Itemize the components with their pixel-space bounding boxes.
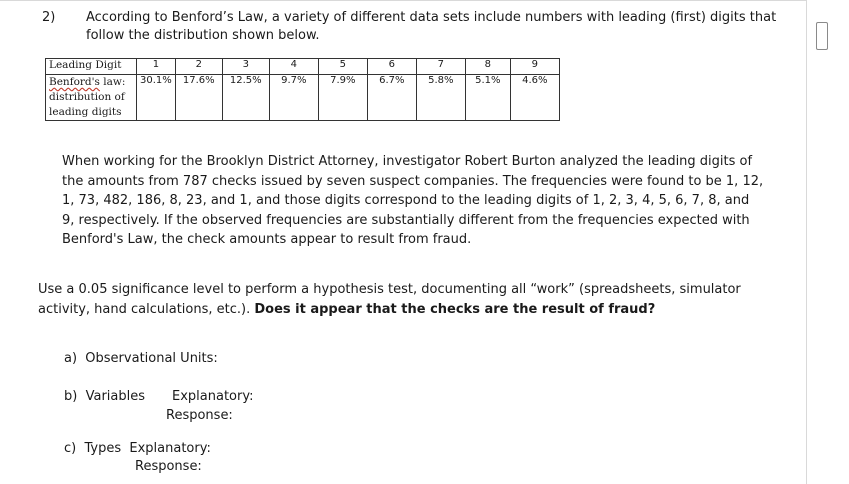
question-number: 2) bbox=[42, 10, 56, 25]
instructions-text: Use a 0.05 significance level to perform a hypothesis test, documenting all “work” (spreadsheets, simulator activity, hand calculations, etc.). bbox=[38, 282, 741, 317]
table-header-label: Leading Digit bbox=[46, 59, 137, 75]
part-b-response: Response: bbox=[166, 408, 233, 423]
part-b-label: b) Variables bbox=[64, 389, 145, 404]
instructions-paragraph bbox=[38, 280, 758, 319]
table-row-label bbox=[46, 75, 137, 121]
digit-cell: 4 bbox=[269, 59, 318, 75]
question-intro: According to Benford’s Law, a variety of different data sets include numbers with leading (first) digits that follow the distribution shown below. bbox=[86, 10, 777, 43]
digit-cell: 5 bbox=[318, 59, 367, 75]
digit-cell: 9 bbox=[510, 59, 559, 75]
digit-cell: 2 bbox=[175, 59, 222, 75]
page-right-border bbox=[806, 0, 807, 484]
part-c-label: c) Types Explanatory: bbox=[64, 441, 211, 456]
table-header-row bbox=[46, 59, 560, 75]
percent-cell: 17.6% bbox=[175, 75, 222, 121]
spellcheck-underlined-word: Benford's bbox=[49, 76, 100, 88]
percent-cell: 30.1% bbox=[137, 75, 176, 121]
percent-cell: 6.7% bbox=[367, 75, 416, 121]
scrollbar-thumb[interactable] bbox=[816, 22, 828, 50]
percent-cell: 12.5% bbox=[222, 75, 269, 121]
digit-cell: 7 bbox=[416, 59, 465, 75]
page-top-border bbox=[0, 0, 806, 1]
table-data-row bbox=[46, 75, 560, 121]
digit-cell: 6 bbox=[367, 59, 416, 75]
part-c-response: Response: bbox=[135, 459, 202, 474]
percent-cell: 7.9% bbox=[318, 75, 367, 121]
part-b-explanatory: Explanatory: bbox=[172, 389, 254, 404]
benford-table bbox=[45, 58, 560, 121]
percent-cell: 5.1% bbox=[465, 75, 510, 121]
row-label-text: law: distribution of leading digits bbox=[49, 76, 126, 118]
percent-cell: 5.8% bbox=[416, 75, 465, 121]
digit-cell: 1 bbox=[137, 59, 176, 75]
part-a-observational-units: a) Observational Units: bbox=[64, 351, 218, 366]
digit-cell: 3 bbox=[222, 59, 269, 75]
scenario-paragraph: When working for the Brooklyn District Attorney, investigator Robert Burton analyzed the leading digits of the amounts from 787 checks issued by seven suspect companies. The frequencies were found to be 1, 12, 1, 73, 482, 186, 8, 23, and 1, and those digits correspond to the leading digits of 1, 2, 3, 4, 5, 6, 7, 8, and 9, respectively. If the observed frequencies are substantially different from the frequencies expected with Benford's Law, the check amounts appear to result from fraud. bbox=[62, 154, 764, 247]
instructions-bold-question: Does it appear that the checks are the result of fraud? bbox=[254, 301, 656, 317]
percent-cell: 4.6% bbox=[510, 75, 559, 121]
digit-cell: 8 bbox=[465, 59, 510, 75]
percent-cell: 9.7% bbox=[269, 75, 318, 121]
